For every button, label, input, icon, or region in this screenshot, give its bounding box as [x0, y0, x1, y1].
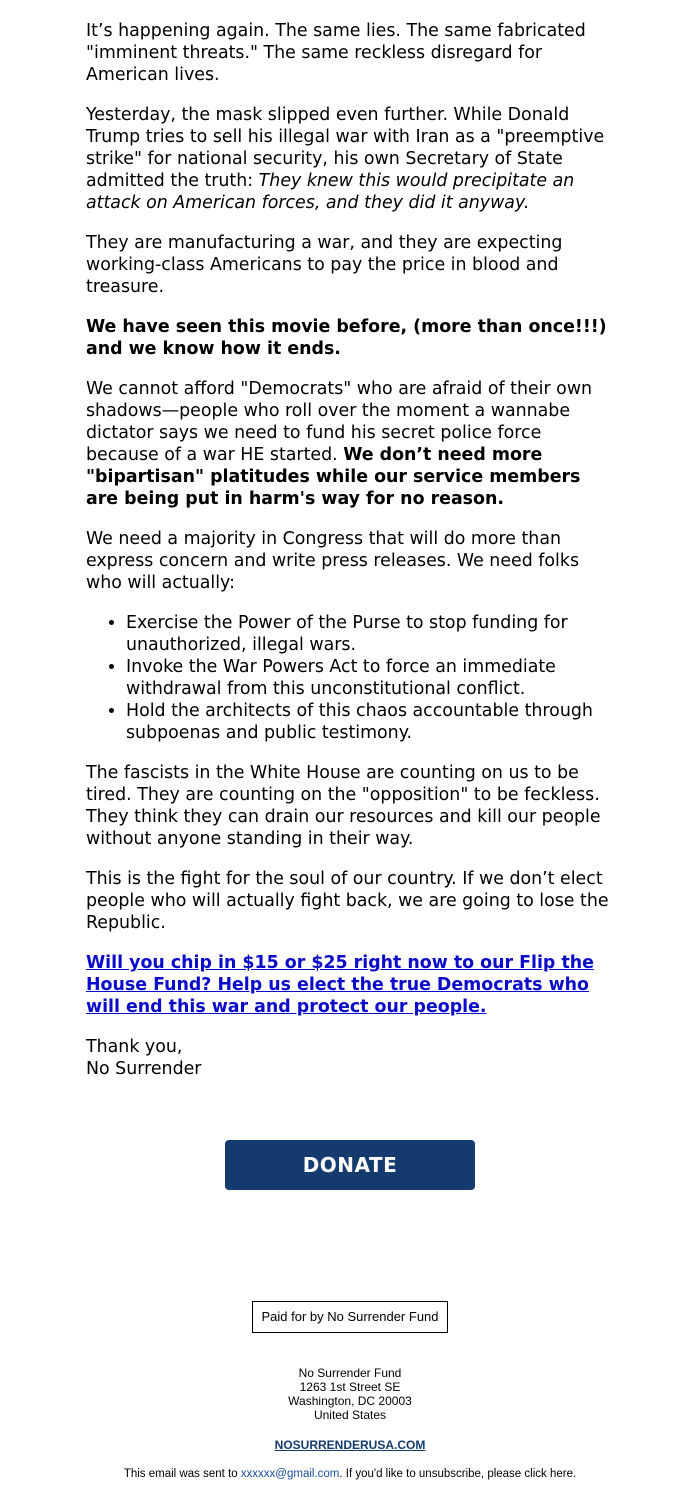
paid-for-box: Paid for by No Surrender Fund: [252, 1301, 447, 1333]
address-line: Washington, DC 20003: [288, 1394, 412, 1408]
notice-prefix: This email was sent to: [123, 1468, 241, 1480]
paragraph-fascists: The fascists in the White House are counting on us to be tired. They are counting on the "opposition" to be feckless. They think they can drain our resources and kill our people without anyone standing in their way.: [86, 763, 601, 849]
paragraph-democrats: [86, 378, 616, 510]
donate-container: [0, 1140, 700, 1190]
paid-for-disclaimer: [0, 1301, 700, 1333]
paragraph-majority: We need a majority in Congress that will do more than express concern and write press releases. We need folks who will actually:: [86, 529, 580, 593]
signoff-thanks: Thank you,: [86, 1037, 183, 1057]
appeal-link[interactable]: Will you chip in $15 or $25 right now to our Flip the House Fund? Help us elect the true Democrats who will end this war and protect our people.: [86, 953, 594, 1017]
paragraph-intro: It’s happening again. The same lies. The same fabricated "imminent threats." The same reckless disregard for American lives.: [86, 21, 586, 85]
address-line: United States: [313, 1408, 387, 1422]
action-item: • Hold the architects of this chaos accountable through subpoenas and public testimony.: [126, 700, 616, 744]
action-list: [86, 612, 616, 744]
donate-button[interactable]: DONATE: [225, 1140, 475, 1190]
unsubscribe-notice: [0, 1468, 700, 1480]
paragraph-fight: This is the fight for the soul of our country. If we don’t elect people who will actually fight back, we are going to lose the Republic.: [86, 869, 609, 933]
address-line: No Surrender Fund: [298, 1366, 402, 1380]
website-link[interactable]: NOSURRENDERUSA.COM: [274, 1438, 426, 1452]
signoff-name: No Surrender: [86, 1059, 202, 1079]
paragraph-seen-movie-bold: We have seen this movie before, (more than once!!!) and we know how it ends.: [86, 317, 607, 359]
signoff: [86, 1036, 616, 1080]
paragraph-mask-slipped-text: Yesterday, the mask slipped even further. While Donald Trump tries to sell his illegal war with Iran as a "preemptive strike" for national security, his own Secretary of State admitted the truth:: [86, 105, 605, 191]
paragraph-democrats-text: We cannot afford "Democrats" who are afraid of their own shadows—people who roll over the moment a wannabe dictator says we need to fund his secret police force because of a war HE started.: [86, 379, 593, 465]
paragraph-democrats-bold: We don’t need more "bipartisan" platitudes while our service members are being put in harm's way for no reason.: [86, 445, 581, 509]
mailing-address: [0, 1366, 700, 1422]
paragraph-appeal: [86, 952, 616, 1018]
website-row: [0, 1438, 700, 1452]
address-line: 1263 1st Street SE: [299, 1380, 401, 1394]
paragraph-seen-movie: [86, 316, 616, 360]
paragraph-manufacturing: They are manufacturing a war, and they are expecting working-class Americans to pay the price in blood and treasure.: [86, 233, 563, 297]
action-item: • Invoke the War Powers Act to force an immediate withdrawal from this unconstitutional conflict.: [126, 656, 616, 700]
recipient-email-link[interactable]: xxxxxx@gmail.com: [240, 1468, 340, 1480]
email-body: [86, 20, 616, 1098]
paragraph-mask-slipped: [86, 104, 616, 214]
action-item: • Exercise the Power of the Purse to stop funding for unauthorized, illegal wars.: [126, 612, 616, 656]
notice-suffix: . If you'd like to unsubscribe, please click here.: [339, 1468, 577, 1480]
paragraph-mask-slipped-quote: They knew this would precipitate an attack on American forces, and they did it anyway.: [86, 171, 575, 213]
